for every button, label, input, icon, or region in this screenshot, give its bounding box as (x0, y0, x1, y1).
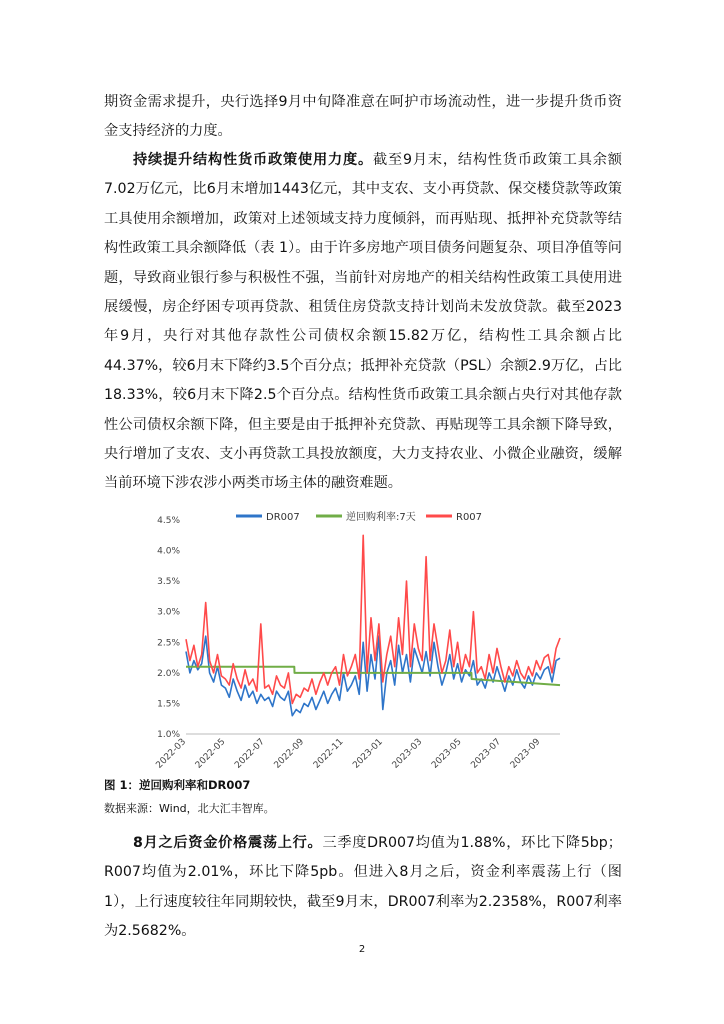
x-tick-label: 2023-01 (351, 737, 385, 771)
y-tick-label: 2.0% (157, 668, 180, 679)
y-tick-label: 1.5% (157, 699, 180, 710)
paragraph-lead: 8月之后资金价格震荡上行。 (133, 835, 323, 851)
y-tick-label: 3.0% (157, 607, 180, 618)
x-tick-label: 2022-11 (311, 737, 346, 771)
y-tick-label: 1.0% (157, 730, 180, 740)
paragraph-lead: 持续提升结构性货币政策使用力度。 (133, 152, 373, 168)
paragraph-continuation: 期资金需求提升，央行选择9月中旬降准意在呵护市场流动性，进一步提升货币资金支持经济的力度。 (104, 94, 622, 140)
paragraph-body: 截至9月末，结构性货币政策工具余额7.02万亿元，比6月末增加1443亿元，其中支农、支小再贷款、保交楼贷款等政策工具使用余额增加，政策对上述领域支持力度倾斜，而再贴现、抵押补充贷款等结构性政策工具余额降低（表 1）。由于许多房地产项目债务问题复杂、项目净值等问题，导致商业银行参与积极性不强，当前针对房地产的相关结构性政策工具使用进展缓慢，房企纾困专项再贷款、租赁住房贷款支持计划尚未发放贷款。截至2023年9月，央行对其他存款性公司债权余额15.82万亿，结构性工具余额占比44.37%，较6月末下降约3.5个百分点；抵押补充贷款（PSL）余额2.9万亿，占比18.33%，较6月末下降2.5个百分点。结构性货币政策工具余额占央行对其他存款性公司债权余额下降，但主要是由于抵押补充贷款、再贴现等工具余额下降导致，央行增加了支农、支小再贷款工具投放额度，大力支持农业、小微企业融资，缓解当前环境下涉农涉小两类市场主体的融资难题。 (104, 152, 622, 492)
x-tick-label: 2022-03 (154, 737, 189, 771)
x-tick-label: 2023-09 (508, 737, 543, 771)
rate-line-chart (140, 506, 580, 774)
y-tick-label: 3.5% (157, 577, 180, 588)
x-tick-label: 2023-07 (469, 737, 504, 771)
page-number: 2 (358, 944, 366, 955)
y-tick-label: 4.5% (157, 516, 180, 526)
figure-source: 数据来源：Wind，北大汇丰智库。 (104, 802, 275, 815)
y-tick-label: 2.5% (157, 638, 180, 649)
y-tick-label: 4.0% (157, 546, 180, 557)
figure-caption: 图 1：逆回购利率和DR007 (104, 778, 251, 792)
x-tick-label: 2022-09 (272, 737, 307, 771)
x-tick-label: 2023-05 (430, 737, 464, 771)
paragraph-structural-policy (104, 146, 622, 499)
x-tick-label: 2023-03 (390, 737, 425, 771)
paragraph-body: 三季度DR007均值为1.88%，环比下降5bp；R007均值为2.01%，环比下降5pb。但进入8月之后，资金利率震荡上行（图 1），上行速度较往年同期较快，截至9月末，DR007利率为2.2358%，R007利率为2.5682%。 (104, 835, 622, 940)
x-tick-label: 2022-05 (193, 737, 228, 771)
legend-label: R007 (456, 512, 483, 523)
series-line-r007 (186, 535, 560, 703)
legend-label: 逆回购利率:7天 (346, 512, 416, 523)
legend-label: DR007 (266, 512, 300, 523)
x-tick-label: 2022-07 (233, 737, 267, 771)
paragraph-rates (104, 829, 622, 947)
